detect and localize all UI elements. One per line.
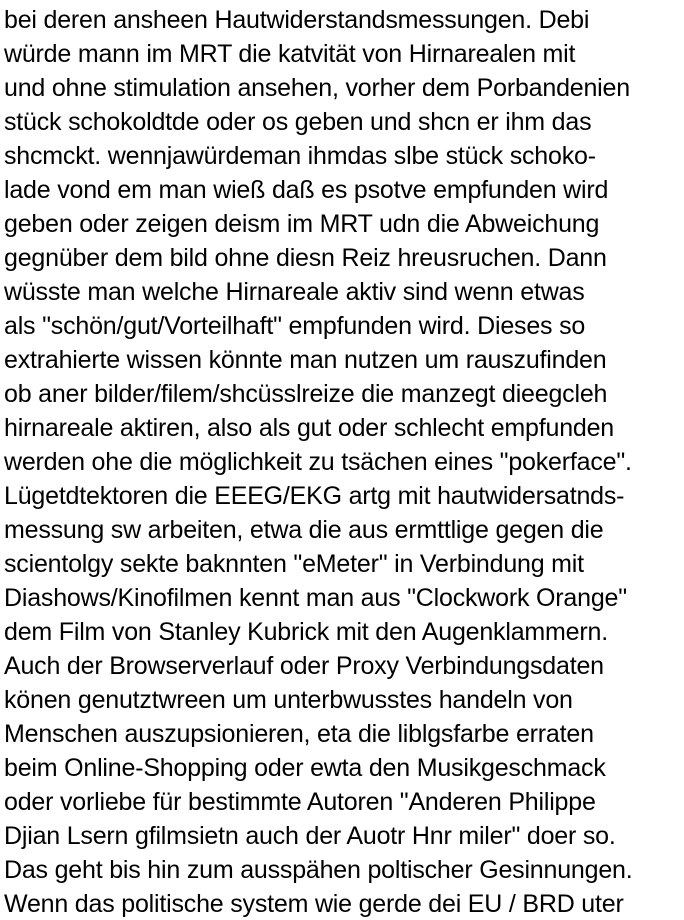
text-line: geben oder zeigen deism im MRT udn die Abweichung (4, 210, 600, 238)
text-line: lade vond em man wieß daß es psotve empfunden wird (4, 176, 609, 204)
text-line: Auch der Browserverlauf oder Proxy Verbindungsdaten (4, 652, 604, 680)
text-line: scientolgy sekte baknnten "eMeter" in Verbindung mit (4, 550, 584, 578)
text-line: Wenn das politische system wie gerde dei EU / BRD uter (4, 890, 624, 918)
text-line: oder vorliebe für bestimmte Autoren "Anderen Philippe (4, 788, 596, 816)
text-line: beim Online-Shopping oder ewta den Musikgeschmack (4, 754, 606, 782)
text-line: shcmckt. wennjawürdeman ihmdas slbe stück schoko- (4, 142, 596, 170)
text-line: Diashows/Kinofilmen kennt man aus "Clockwork Orange" (4, 584, 627, 612)
text-line: ob aner bilder/filem/shcüsslreize die manzegt dieegcleh (4, 380, 608, 408)
text-line: werden ohe die möglichkeit zu tsächen eines "pokerface". (4, 448, 632, 476)
document-text (4, 3, 682, 920)
text-line: könen genutztwreen um unterbwusstes handeln von (4, 686, 573, 714)
text-line: Menschen auszupsionieren, eta die liblgsfarbe erraten (4, 720, 594, 748)
text-line: und ohne stimulation ansehen, vorher dem Porbandenien (4, 74, 630, 102)
text-line: Djian Lsern gfilmsietn auch der Auotr Hnr miler" doer so. (4, 822, 616, 850)
text-line: messung sw arbeiten, etwa die aus ermttlige gegen die (4, 516, 604, 544)
text-line: Lügetdtektoren die EEEG/EKG artg mit hautwidersatnds- (4, 482, 625, 510)
text-line: dem Film von Stanley Kubrick mit den Augenklammern. (4, 618, 608, 646)
text-line: wüsste man welche Hirnareale aktiv sind wenn etwas (4, 278, 585, 306)
text-line: würde mann im MRT die katvität von Hirnarealen mit (4, 40, 576, 68)
text-line: als "schön/gut/Vorteilhaft" empfunden wird. Dieses so (4, 312, 586, 340)
text-line: bei deren ansheen Hautwiderstandsmessungen. Debi (4, 6, 590, 34)
text-line: Das geht bis hin zum ausspähen poltischer Gesinnungen. (4, 856, 633, 884)
text-line: gegnüber dem bild ohne diesn Reiz hreusruchen. Dann (4, 244, 607, 272)
text-line: extrahierte wissen könnte man nutzen um rauszufinden (4, 346, 607, 374)
text-line: stück schokoldtde oder os geben und shcn er ihm das (4, 108, 592, 136)
text-line: hirnareale aktiren, also als gut oder schlecht empfunden (4, 414, 615, 442)
